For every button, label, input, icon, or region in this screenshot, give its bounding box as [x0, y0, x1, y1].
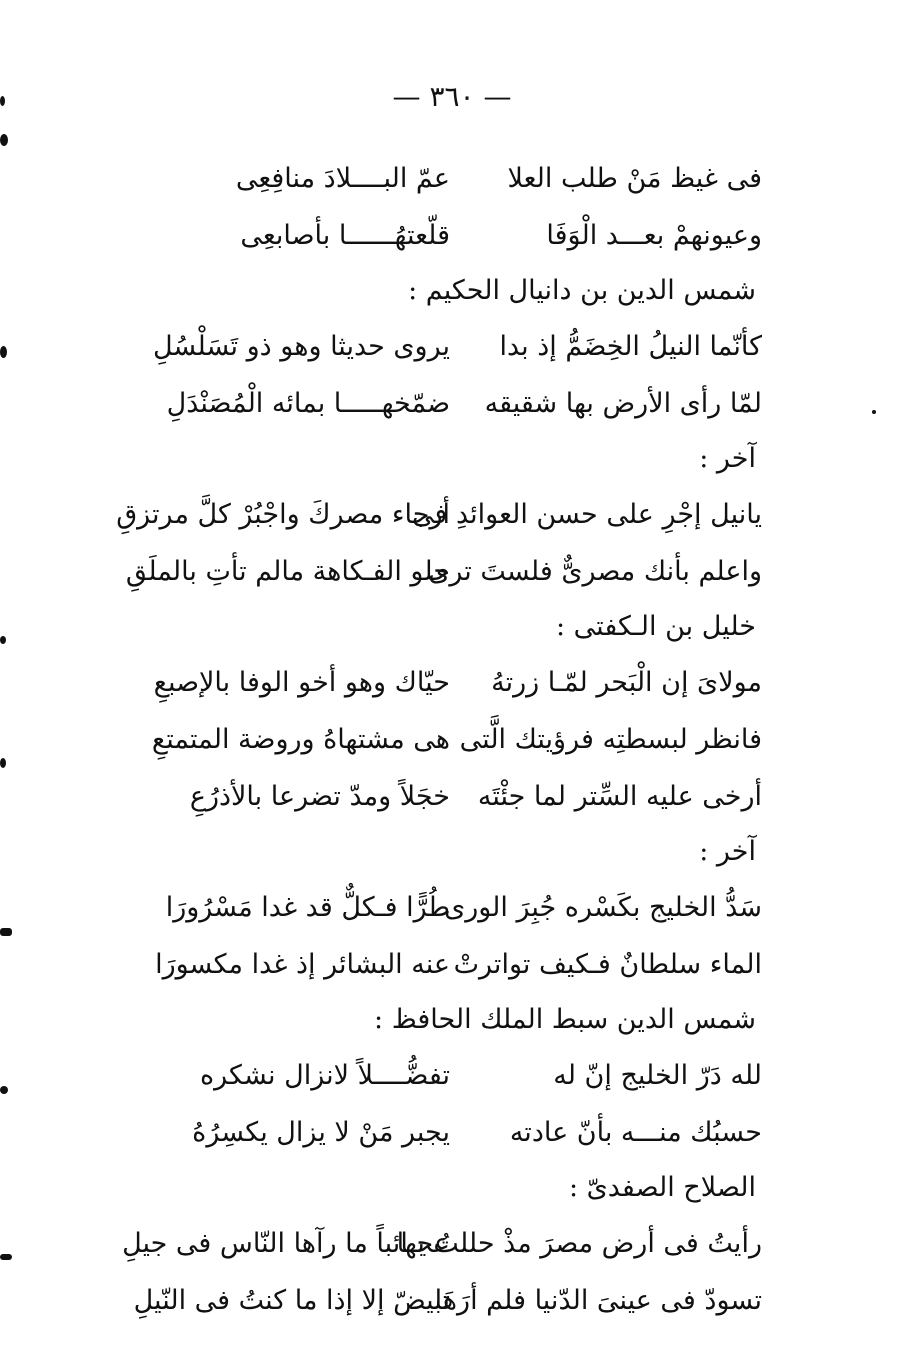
poem-body [116, 150, 762, 1329]
second-hemistich: ضمّخهـــــا بمائه الْمُصَنْدَلِ [166, 388, 450, 419]
scan-mark [0, 636, 6, 644]
verse-line [150, 654, 762, 711]
second-hemistich: خجَلاً ومدّ تضرعا بالأذرُعِ [189, 781, 450, 812]
scan-mark [0, 96, 5, 106]
second-hemistich: طُرًّا فـكلٌّ قد غدا مَسْرُورَا [165, 892, 450, 923]
scan-mark [0, 346, 7, 358]
first-hemistich: واعلم بأنك مصرىٌّ فلستَ ترى [428, 556, 762, 587]
scan-mark [0, 928, 12, 936]
second-hemistich: قلّعتهُــــــا بأصابعِى [240, 220, 450, 251]
scan-mark [0, 134, 8, 146]
verse-line [125, 543, 762, 600]
verse-line [150, 1104, 762, 1161]
poet-heading: خليل بن الـكفتى : [556, 611, 756, 642]
verse-line [150, 207, 762, 264]
second-hemistich: حلو الفـكاهة مالم تأتِ بالملَقِ [125, 556, 450, 587]
verse-line [122, 1215, 762, 1272]
poet-heading: الصلاح الصفدىّ : [568, 1172, 756, 1203]
second-hemistich: هى مشتهاهُ وروضة المتمتعِ [151, 724, 450, 755]
second-hemistich: يروى حديثا وهو ذو تَسَلْسُلِ [152, 331, 450, 362]
first-hemistich: حسبُك منـــه بأنّ عادته [509, 1117, 762, 1148]
first-hemistich: وعيونهمْ بعـــد الْوَفَا [546, 220, 762, 251]
first-hemistich: رأيتُ فى أرض مصرَ مذْ حللتُ بها [396, 1228, 762, 1259]
second-hemistich: عنه البشائر إذ غدا مكسورَا [155, 949, 450, 980]
second-hemistich: عمّ البــــلادَ منافِعِى [235, 163, 450, 194]
first-hemistich: لمّا رأى الأرض بها شقيقه [484, 388, 762, 419]
poet-heading: شمس الدين سبط الملك الحافظ : [374, 1004, 756, 1035]
verse-line [116, 486, 762, 543]
scan-speck [872, 410, 876, 414]
first-hemistich: كأنّما النيلُ الخِضَمُّ إذ بدا [499, 331, 762, 362]
verse-line [150, 879, 762, 936]
first-hemistich: يانيل إجْرِ على حسن العوائدِ فى [411, 499, 762, 530]
second-hemistich: حيّاك وهو أخو الوفا بالإصبعِ [153, 667, 450, 698]
first-hemistich: الماء سلطانٌ فـكيف تواترتْ [453, 949, 762, 980]
first-hemistich: أرخى عليه السِّتر لما جئْتَه [477, 781, 762, 812]
verse-line [150, 936, 762, 993]
verse-line [150, 1047, 762, 1104]
first-hemistich: سَدُّ الخليج بكَسْره جُبِرَ الورى [444, 892, 762, 923]
verse-line [150, 768, 762, 825]
first-hemistich: مولاىَ إن الْبَحر لمّـا زرتهُ [491, 667, 762, 698]
second-hemistich: أرجاء مصركَ واجْبُرْ كلَّ مرتزقِ [116, 499, 450, 530]
poet-heading: شمس الدين بن دانيال الحكيم : [408, 275, 756, 306]
poet-heading: آخر : [699, 836, 756, 867]
second-hemistich: عجـائباً ما رآها النّاس فى جيلِ [122, 1228, 450, 1259]
scan-mark [0, 1254, 12, 1260]
page-number: — ٣٦٠ — [392, 80, 512, 113]
verse-line [150, 150, 762, 207]
verse-line [150, 318, 762, 375]
first-hemistich: فى غيظ مَنْ طلب العلا [507, 163, 762, 194]
verse-line [150, 711, 762, 768]
scan-mark [0, 1086, 8, 1094]
first-hemistich: لله دَرّ الخليج إنّ له [553, 1060, 762, 1091]
first-hemistich: تسودّ فى عينىَ الدّنيا فلم أرَهَا [434, 1285, 762, 1316]
second-hemistich: يجبر مَنْ لا يزال يكسِرُهُ [192, 1117, 450, 1148]
scan-mark [0, 758, 6, 768]
poet-heading: آخر : [699, 443, 756, 474]
first-hemistich: فانظر لبسطتِه فرؤيتك الَّتى [459, 724, 762, 755]
second-hemistich: تبيضّ إلا إذا ما كنتُ فى النّيلِ [133, 1285, 450, 1316]
second-hemistich: تفضُّــــلاً لانزال نشكره [200, 1060, 450, 1091]
verse-line [150, 375, 762, 432]
verse-line [133, 1272, 762, 1329]
